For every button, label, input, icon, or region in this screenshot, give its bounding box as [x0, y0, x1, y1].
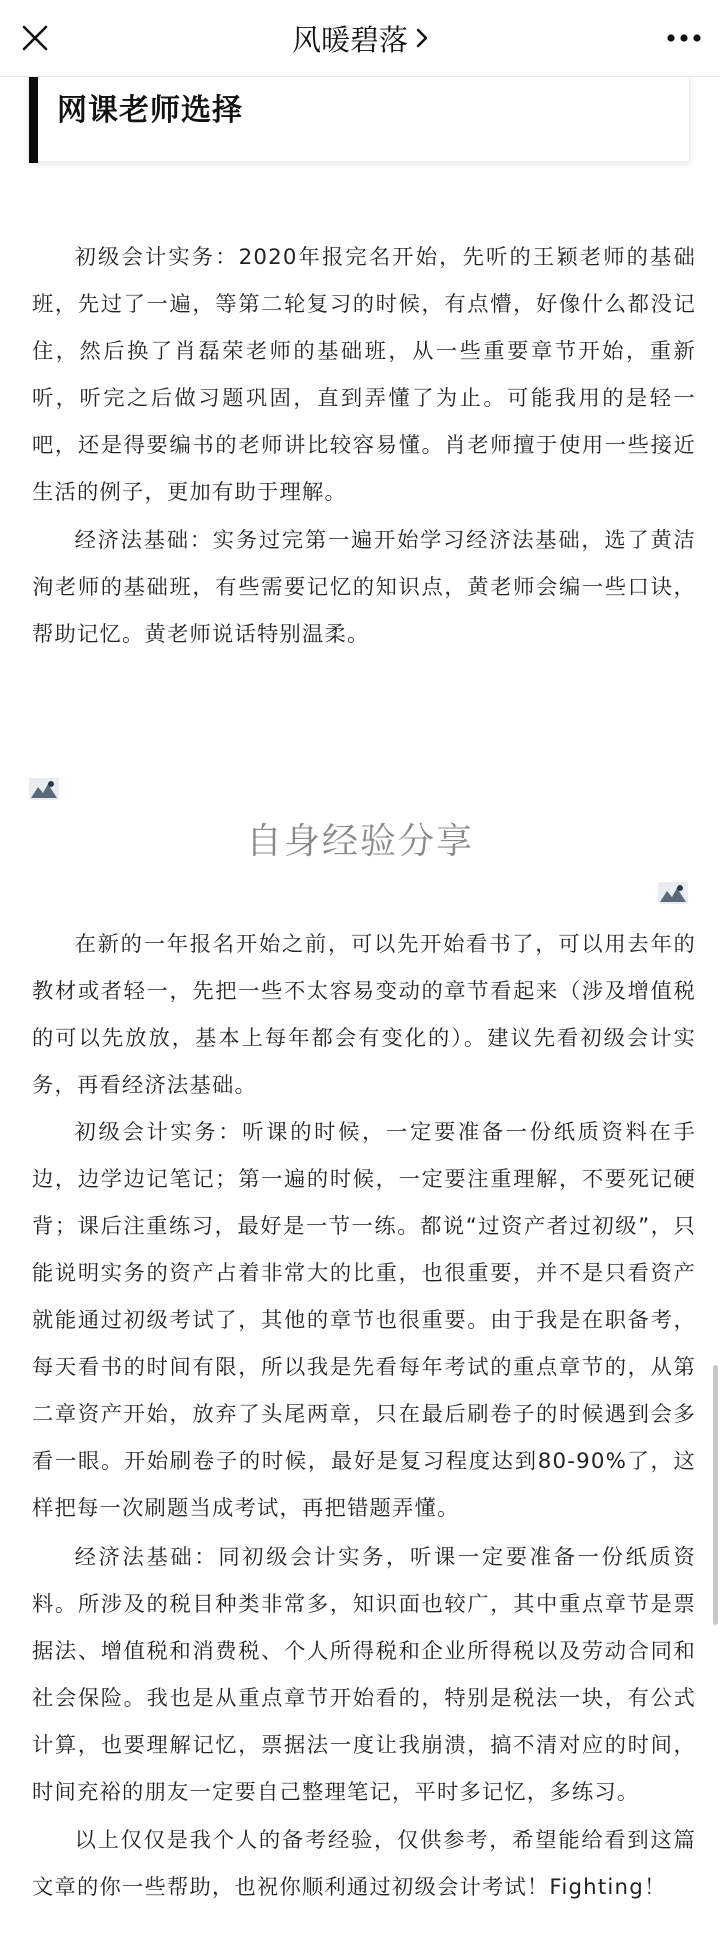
- article-paragraph: 以上仅仅是我个人的备考经验，仅供参考，希望能给看到这篇文章的你一些帮助，也祝你顺利通过初级会计考试！Fighting！: [32, 1828, 696, 1900]
- section-heading: 自身经验分享: [245, 821, 474, 862]
- more-horizontal-icon: [666, 33, 702, 43]
- top-navigation-bar: [0, 0, 720, 77]
- close-button[interactable]: [14, 17, 56, 59]
- section-header-card: [28, 76, 690, 162]
- article-paragraph: 初级会计实务：2020年报完名开始，先听的王颖老师的基础班，先过了一遍，等第二轮复习的时候，有点懵，好像什么都没记住，然后换了肖磊荣老师的基础班，从一些重要章节开始，重新听，听完之后做习题巩固，直到弄懂了为止。可能我用的是轻一吧，还是得要编书的老师讲比较容易懂。肖老师擅于使用一些接近生活的例子，更加有助于理解。: [32, 245, 696, 505]
- chevron-right-icon: [416, 28, 428, 48]
- account-title-button[interactable]: [292, 18, 428, 59]
- article-paragraph: 初级会计实务：听课的时候，一定要准备一份纸质资料在手边，边学边记笔记；第一遍的时候，一定要注重理解，不要死记硬背；课后注重练习，最好是一节一练。都说“过资产者过初级”，只能说明实务的资产占着非常大的比重，也很重要，并不是只看资产就能通过初级考试了，其他的章节也很重要。由于我是在职备考，每天看书的时间有限，所以我是先看每年考试的重点章节的，从第二章资产开始，放弃了头尾两章，只在最后刷卷子的时候遇到会多看一眼。开始刷卷子的时候，最好是复习程度达到80-90%了，这样把每一次刷题当成考试，再把错题弄懂。: [32, 1120, 696, 1521]
- scrollbar[interactable]: [713, 1365, 718, 1625]
- section-title: 网课老师选择: [57, 93, 243, 128]
- article-paragraph: 经济法基础：实务过完第一遍开始学习经济法基础，选了黄洁洵老师的基础班，有些需要记忆的知识点，黄老师会编一些口诀，帮助记忆。黄老师说话特别温柔。: [32, 528, 696, 647]
- more-options-button[interactable]: [660, 17, 708, 59]
- illustration-thumbnail-icon: [29, 778, 59, 800]
- page-title: 风暖碧落: [291, 22, 408, 57]
- section-accent-bar: [29, 77, 38, 163]
- article-paragraph: 经济法基础：同初级会计实务，听课一定要准备一份纸质资料。所涉及的税目种类非常多，知识面也较广，其中重点章节是票据法、增值税和消费税、个人所得税和企业所得税以及劳动合同和社会保险。我也是从重点章节开始看的，特别是税法一块，有公式计算，也要理解记忆，票据法一度让我崩溃，搞不清对应的时间，时间充裕的朋友一定要自己整理笔记，平时多记忆，多练习。: [32, 1545, 696, 1805]
- article-paragraph: 在新的一年报名开始之前，可以先开始看书了，可以用去年的教材或者轻一，先把一些不太容易变动的章节看起来（涉及增值税的可以先放放，基本上每年都会有变化的）。建议先看初级会计实务，再看经济法基础。: [32, 932, 696, 1098]
- illustration-thumbnail-icon: [658, 882, 688, 904]
- close-icon: [22, 25, 48, 51]
